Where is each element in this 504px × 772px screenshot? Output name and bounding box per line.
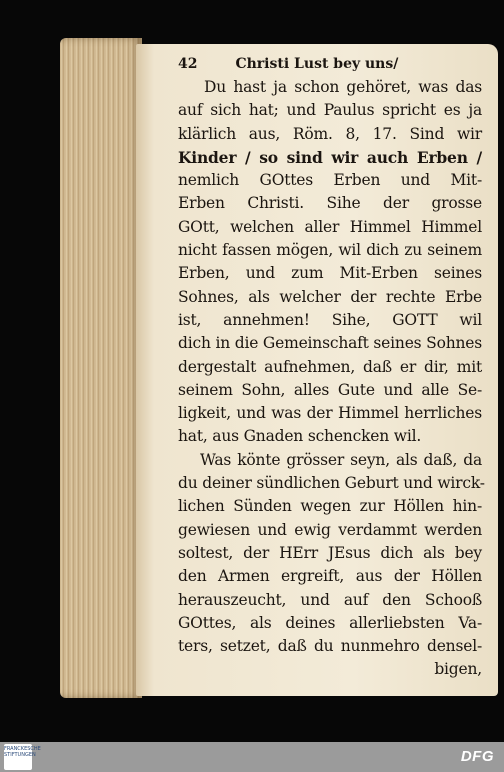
text-line: Erben Christi. Sihe der grosse <box>178 194 482 213</box>
text-line: nemlich GOttes Erben und Mit- <box>178 171 482 190</box>
page-text <box>178 56 485 682</box>
dfg-logo: DFG <box>460 748 494 765</box>
text-line: dich in die Gemeinschaft seines Sohnes <box>178 334 482 353</box>
text-line: ligkeit, und was der Himmel herrliches <box>178 404 482 423</box>
viewer-footer-bar <box>0 742 504 772</box>
text-line: klärlich aus, Röm. 8, 17. Sind wir <box>178 124 482 143</box>
text-line: herauszeucht, und auf den Schooß <box>178 590 482 609</box>
text-line: seinem Sohn, alles Gute und alle Se- <box>178 380 482 399</box>
catchword: bigen, <box>434 660 482 679</box>
text-line: lichen Sünden wegen zur Höllen hin- <box>178 497 482 516</box>
text-line: soltest, der HErr JEsus dich als bey <box>178 543 482 562</box>
text-line: Sohnes, als welcher der rechte Erbe <box>178 287 482 306</box>
text-line: du deiner sündlichen Geburt und wirck- <box>178 474 485 493</box>
text-line: den Armen ergreift, aus der Höllen <box>178 567 482 586</box>
text-line: GOtt, welchen aller Himmel Himmel <box>178 217 482 236</box>
text-line: hat, aus Gnaden schencken wil. <box>178 427 422 446</box>
page-number: 42 <box>178 56 198 72</box>
book-page-edges <box>60 38 142 698</box>
text-line: ters, setzet, daß du nunmehro densel- <box>178 637 482 656</box>
text-line: dergestalt aufnehmen, daß er dir, mit <box>178 357 482 376</box>
text-line: ist, annehmen! Sihe, GOTT wil <box>178 310 482 329</box>
text-line: Du hast ja schon gehöret, was das <box>204 78 482 96</box>
text-line: Was könte grösser seyn, als daß, da <box>200 450 482 469</box>
text-line: nicht fassen mögen, wil dich zu seinem <box>178 241 482 260</box>
text-line: GOttes, als deines allerliebsten Va- <box>178 613 482 632</box>
text-line: Erben, und zum Mit-Erben seines <box>178 264 482 283</box>
francke-foundation-logo: FRANCKESCHE STIFTUNGEN <box>4 744 32 770</box>
running-head: Christi Lust bey uns/ <box>235 56 399 72</box>
text-line: Kinder / so sind wir auch Erben / <box>178 147 482 167</box>
text-line: gewiesen und ewig verdammt werden <box>178 520 482 539</box>
page-header <box>178 56 482 72</box>
text-line: auf sich hat; und Paulus spricht es ja <box>178 101 482 120</box>
